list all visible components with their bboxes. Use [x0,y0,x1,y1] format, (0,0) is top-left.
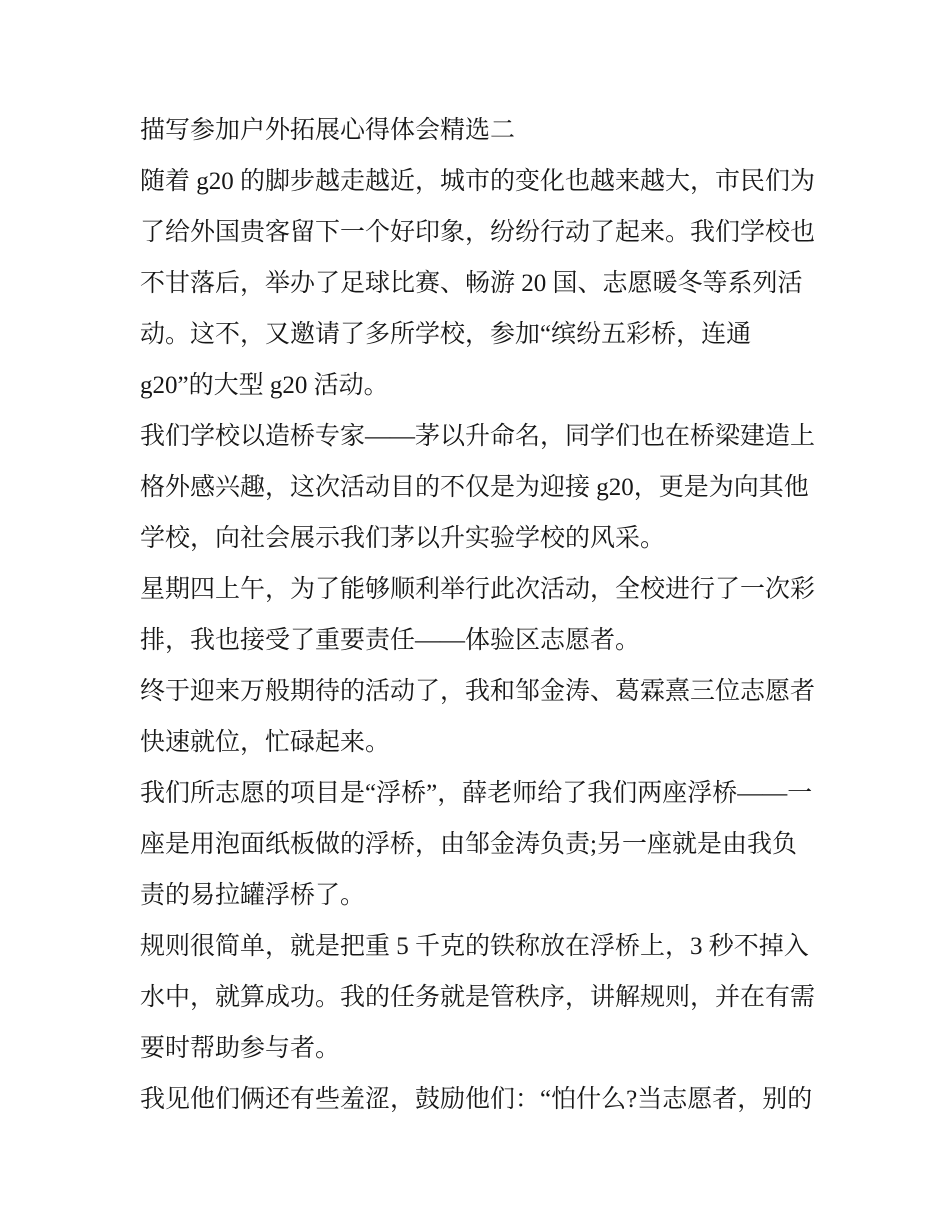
text-line: 学校，向社会展示我们茅以升实验学校的风采。 [140,525,666,552]
text-line: 终于迎来万般期待的活动了，我和邹金涛、葛霖熹三位志愿者 [140,678,816,705]
text-line: 我见他们俩还有些羞涩，鼓励他们：“怕什么?当志愿者，别的 [140,1086,813,1113]
text-line: 随着 g20 的脚步越走越近，城市的变化也越来越大，市民们为 [140,168,816,195]
text-line: 座是用泡面纸板做的浮桥，由邹金涛负责;另一座就是由我负 [140,831,797,858]
text-line: 我们学校以造桥专家——茅以升命名，同学们也在桥梁建造上 [140,423,816,450]
text-line: 排，我也接受了重要责任——体验区志愿者。 [140,627,641,654]
text-line: 水中，就算成功。我的任务就是管秩序，讲解规则，并在有需 [140,984,816,1011]
text-line: 我们所志愿的项目是“浮桥”，薛老师给了我们两座浮桥——一 [140,780,813,807]
document-body [140,105,816,1125]
text-line: 快速就位，忙碌起来。 [140,729,391,756]
text-line: 星期四上午，为了能够顺利举行此次活动，全校进行了一次彩 [140,576,816,603]
text-line: 格外感兴趣，这次活动目的不仅是为迎接 g20，更是为向其他 [140,474,809,501]
text-line: 动。这不，又邀请了多所学校，参加“缤纷五彩桥，连通 [140,321,752,348]
text-line: g20”的大型 g20 活动。 [140,372,389,399]
text-line: 不甘落后，举办了足球比赛、畅游 20 国、志愿暖冬等系列活 [140,270,803,297]
text-line: 了给外国贵客留下一个好印象，纷纷行动了起来。我们学校也 [140,219,816,246]
document-title: 描写参加户外拓展心得体会精选二 [140,117,516,144]
text-line: 规则很简单，就是把重 5 千克的铁称放在浮桥上，3 秒不掉入 [140,933,809,960]
text-line: 责的易拉罐浮桥了。 [140,882,366,909]
text-line: 要时帮助参与者。 [140,1035,341,1062]
